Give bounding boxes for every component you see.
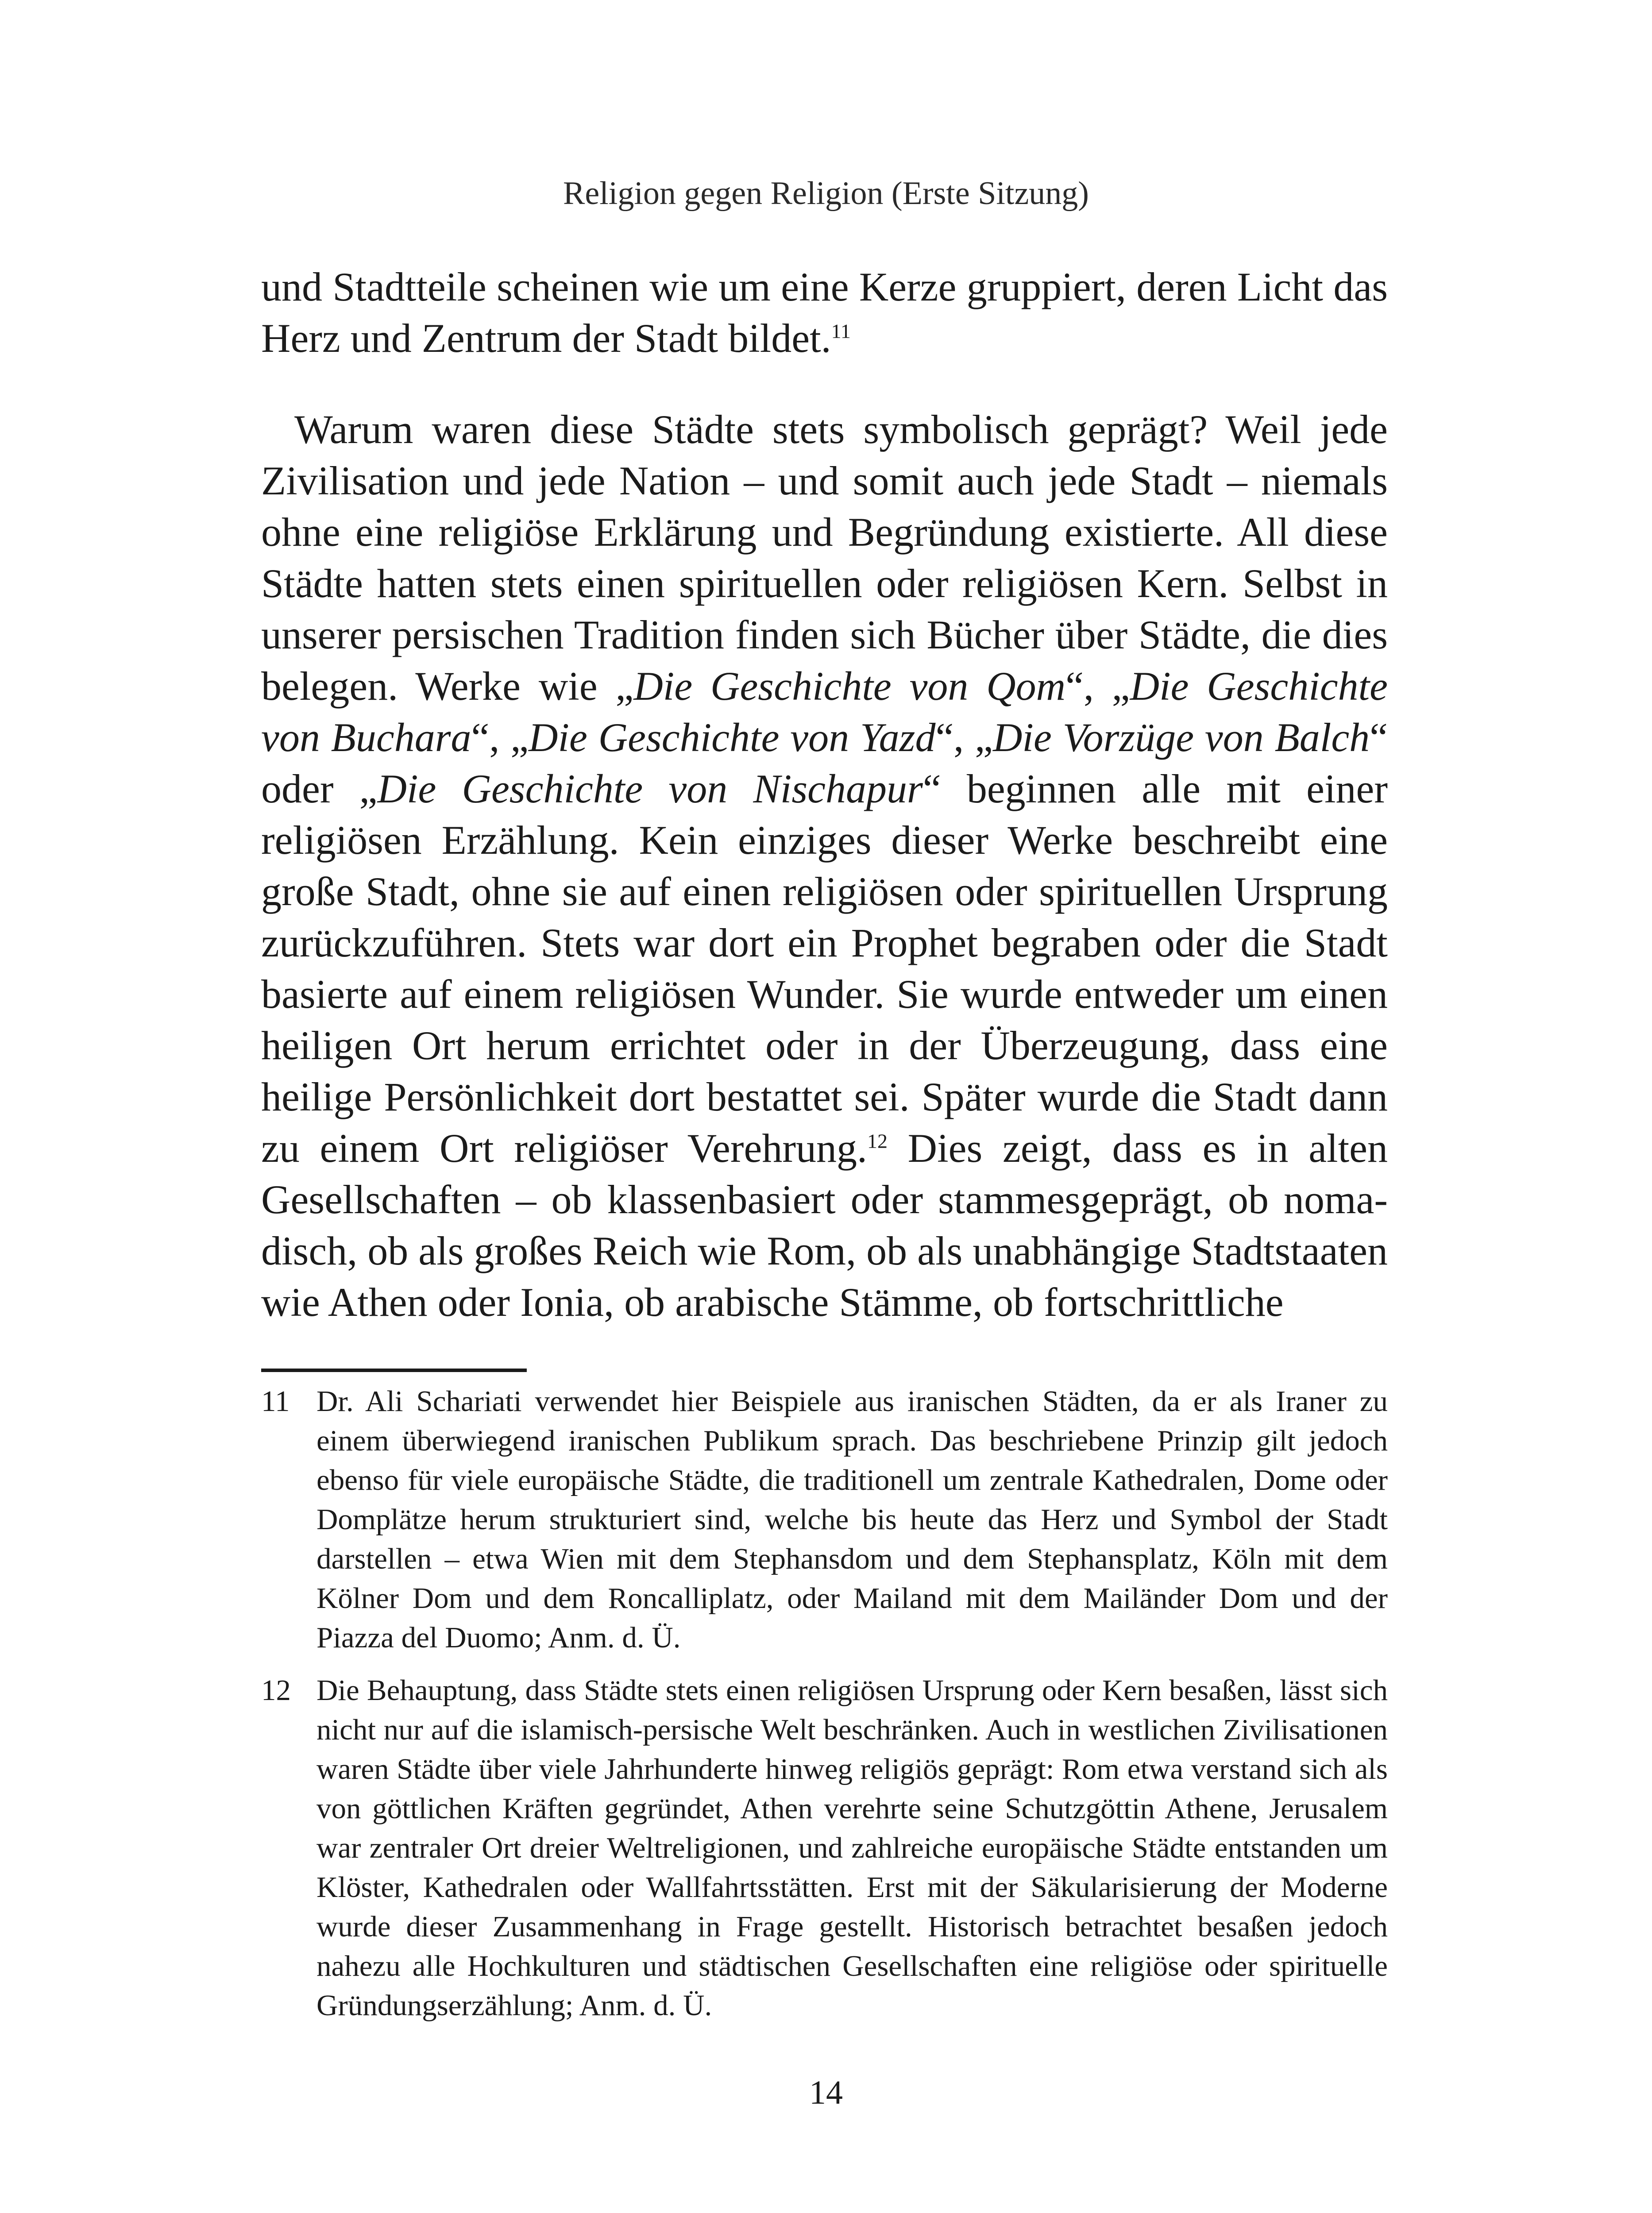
paragraph-text: “, „: [935, 715, 993, 760]
footnote-ref-12[interactable]: 12: [867, 1130, 888, 1153]
paragraph: [261, 404, 1388, 1328]
main-text: [261, 261, 1388, 1328]
book-title: Die Geschichte von Yazd: [529, 715, 936, 760]
footnote-number: 12: [261, 1674, 291, 1707]
footnote-ref-11[interactable]: 11: [831, 320, 851, 343]
book-title: Die Geschichte von Qom: [633, 663, 1066, 709]
footnote-text: Die Behauptung, dass Städte stets einen religiösen Ursprung oder Kern besaßen, lässt sich nicht nur auf die islamisch-persische Welt beschränken. Auch in westlichen Zivilisationen waren Städte über viele Jahrhunderte hinweg religiös geprägt: Rom etwa verstand sich als von göttlichen Kräften gegründet, Athen verehrte seine Schutzgöttin Athene, Jerusalem war zentraler Ort dreier Weltreligionen, und zahlreiche europäische Städte entstanden um Klöster, Kathedralen oder Wallfahrtsstätten. Erst mit der Säkularisierung der Moderne wurde dieser Zusammenhang in Frage gestellt. Historisch betrachtet besaßen jedoch nahezu alle Hochkulturen und städtischen Gesellschaften eine religiöse oder spirituelle Gründungserzählung; Anm. d. Ü.: [317, 1674, 1388, 2022]
paragraph-text: “ beginnen alle mit einer religiösen Erzählung. Kein einziges dieser Werke beschreibt eine große Stadt, ohne sie auf einen religiösen oder spirituellen Ursprung zurückzuführen. Stets war dort ein Prophet begraben oder die Stadt basierte auf einem religiösen Wunder. Sie wurde entweder um einen heiligen Ort herum errichtet oder in der Überzeugung, dass eine heilige Persönlichkeit dort bestattet sei. Später wurde die Stadt dann zu einem Ort religiöser Verehrung.: [261, 766, 1388, 1171]
footnote-text: Dr. Ali Schariati verwendet hier Beispiele aus iranischen Städten, da er als Iraner zu einem überwiegend iranischen Publikum sprach. Das beschriebene Prinzip gilt jedoch ebenso für viele europäische Städte, die traditionell um zentrale Kathedralen, Dome oder Domplätze herum strukturiert sind, welche bis heute das Herz und Symbol der Stadt darstellen – etwa Wien mit dem Stephansdom und dem Stephansplatz, Köln mit dem Kölner Dom und dem Roncalliplatz, oder Mailand mit dem Mailänder Dom und der Piazza del Duomo; Anm. d. Ü.: [317, 1385, 1388, 1654]
book-title: Die Geschichte von Buchara: [261, 663, 1388, 760]
paragraph-text: Dies zeigt, dass es in alten Gesellschaften – ob klassenbasiert oder stammesgeprägt, ob nomadisch, ob als großes Reich wie Rom, ob als unabhängige Stadtstaaten wie Athen oder Ionia, ob arabische Stämme, ob fortschrittliche: [261, 1126, 1388, 1325]
paragraph-continued: [261, 261, 1388, 364]
footnotes: [261, 1382, 1388, 2039]
footnote-12: [261, 1671, 1388, 2025]
paragraph-text: und Stadtteile scheinen wie um eine Kerze gruppiert, deren Licht das Herz und Zentrum der Stadt bildet.: [261, 264, 1388, 361]
paragraph-text: Warum waren diese Städte stets symbolisch geprägt? Weil jede Zivilisation und jede Nation – und somit auch jede Stadt – niemals ohne eine religiöse Erklärung und Begründung existierte. All diese Städte hatten stets einen spirituellen oder religiösen Kern. Selbst in unserer persischen Tradition finden sich Bücher über Städte, die dies belegen. Werke wie „: [261, 407, 1388, 709]
book-title: Die Vorzüge von Balch: [992, 715, 1370, 760]
footnote-number: 11: [261, 1385, 290, 1418]
page-number: 14: [809, 2074, 843, 2111]
footnote-11: [261, 1382, 1388, 1658]
paragraph-text: “, „: [1065, 663, 1130, 709]
paragraph-text: “ oder „: [261, 715, 1388, 811]
book-title: Die Geschichte von Nischapur: [377, 766, 923, 811]
paragraph-text: “, „: [471, 715, 529, 760]
running-head: Religion gegen Religion (Erste Sitzung): [563, 175, 1089, 212]
footnote-separator: [261, 1369, 527, 1372]
